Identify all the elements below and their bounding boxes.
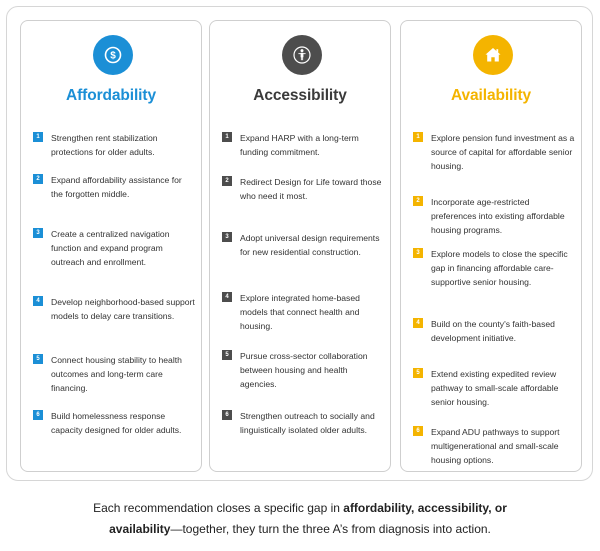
list-item <box>33 227 195 269</box>
list-item <box>222 131 384 159</box>
item-text: Adopt universal design requirements for new residential construction. <box>240 233 380 257</box>
item-text: Build homelessness response capacity designed for older adults. <box>51 411 182 435</box>
list-item <box>413 131 575 173</box>
item-text: Strengthen outreach to socially and linguistically isolated older adults. <box>240 411 375 435</box>
list-item <box>222 231 384 259</box>
affordability-column <box>20 20 202 472</box>
caption-bold-second: availability <box>109 522 171 536</box>
list-item <box>413 247 575 289</box>
item-number: 5 <box>222 350 232 360</box>
item-number: 2 <box>222 176 232 186</box>
caption-bold-first: affordability, accessibility, or <box>343 501 507 515</box>
accessibility-title: Accessibility <box>253 87 347 104</box>
item-number: 3 <box>413 248 423 258</box>
list-item <box>413 317 575 345</box>
item-text: Incorporate age-restricted preferences into existing affordable housing programs. <box>431 197 565 235</box>
item-number: 3 <box>222 232 232 242</box>
item-text: Explore integrated home-based models that connect health and housing. <box>240 293 360 331</box>
item-number: 2 <box>33 174 43 184</box>
list-item <box>222 175 384 203</box>
item-number: 5 <box>413 368 423 378</box>
item-text: Develop neighborhood-based support models to delay care transitions. <box>51 297 195 321</box>
accessibility-person-icon <box>282 35 322 75</box>
list-item <box>33 173 195 201</box>
dollar-coin-icon <box>93 35 133 75</box>
item-text: Explore pension fund investment as a source of capital for affordable senior housing. <box>431 133 575 171</box>
item-number: 4 <box>33 296 43 306</box>
item-number: 1 <box>413 132 423 142</box>
item-number: 6 <box>222 410 232 420</box>
recommendations-panel <box>6 6 593 481</box>
availability-title: Availability <box>450 87 532 104</box>
item-number: 4 <box>222 292 232 302</box>
item-number: 4 <box>413 318 423 328</box>
accessibility-column <box>209 20 391 472</box>
item-text: Connect housing stability to health outcomes and long-term care financing. <box>51 355 182 393</box>
item-number: 6 <box>413 426 423 436</box>
list-item <box>33 131 195 159</box>
house-icon <box>473 35 513 75</box>
item-text: Redirect Design for Life toward those who need it most. <box>240 177 382 201</box>
caption-text-end: —together, they turn the three A’s from diagnosis into action. <box>170 522 491 536</box>
item-text: Expand HARP with a long-term funding commitment. <box>240 133 359 157</box>
item-text: Create a centralized navigation function and expand program outreach and enrollment. <box>51 229 170 267</box>
item-text: Expand affordability assistance for the forgotten middle. <box>51 175 182 199</box>
svg-text:$: $ <box>110 50 116 62</box>
item-text: Explore models to close the specific gap in financing affordable care-supportive senior housing. <box>431 249 568 287</box>
item-text: Expand ADU pathways to support multigenerational and small-scale housing options. <box>431 427 560 465</box>
availability-column <box>400 20 582 472</box>
item-number: 3 <box>33 228 43 238</box>
item-number: 2 <box>413 196 423 206</box>
list-item <box>222 291 384 333</box>
item-number: 5 <box>33 354 43 364</box>
affordability-title: Affordability <box>66 87 156 104</box>
list-item <box>413 367 575 409</box>
item-text: Build on the county's faith-based development initiative. <box>431 319 555 343</box>
list-item <box>222 409 384 437</box>
list-item <box>33 295 195 323</box>
list-item <box>33 409 195 437</box>
list-item <box>413 195 575 237</box>
item-number: 6 <box>33 410 43 420</box>
item-number: 1 <box>222 132 232 142</box>
list-item <box>33 353 195 395</box>
item-text: Pursue cross-sector collaboration between housing and health agencies. <box>240 351 368 389</box>
list-item <box>222 349 384 391</box>
item-text: Strengthen rent stabilization protections for older adults. <box>51 133 158 157</box>
caption <box>0 498 600 540</box>
caption-text-start: Each recommendation closes a specific gap in <box>93 501 344 515</box>
list-item <box>413 425 575 467</box>
item-text: Extend existing expedited review pathway to small-scale affordable senior housing. <box>431 369 559 407</box>
item-number: 1 <box>33 132 43 142</box>
